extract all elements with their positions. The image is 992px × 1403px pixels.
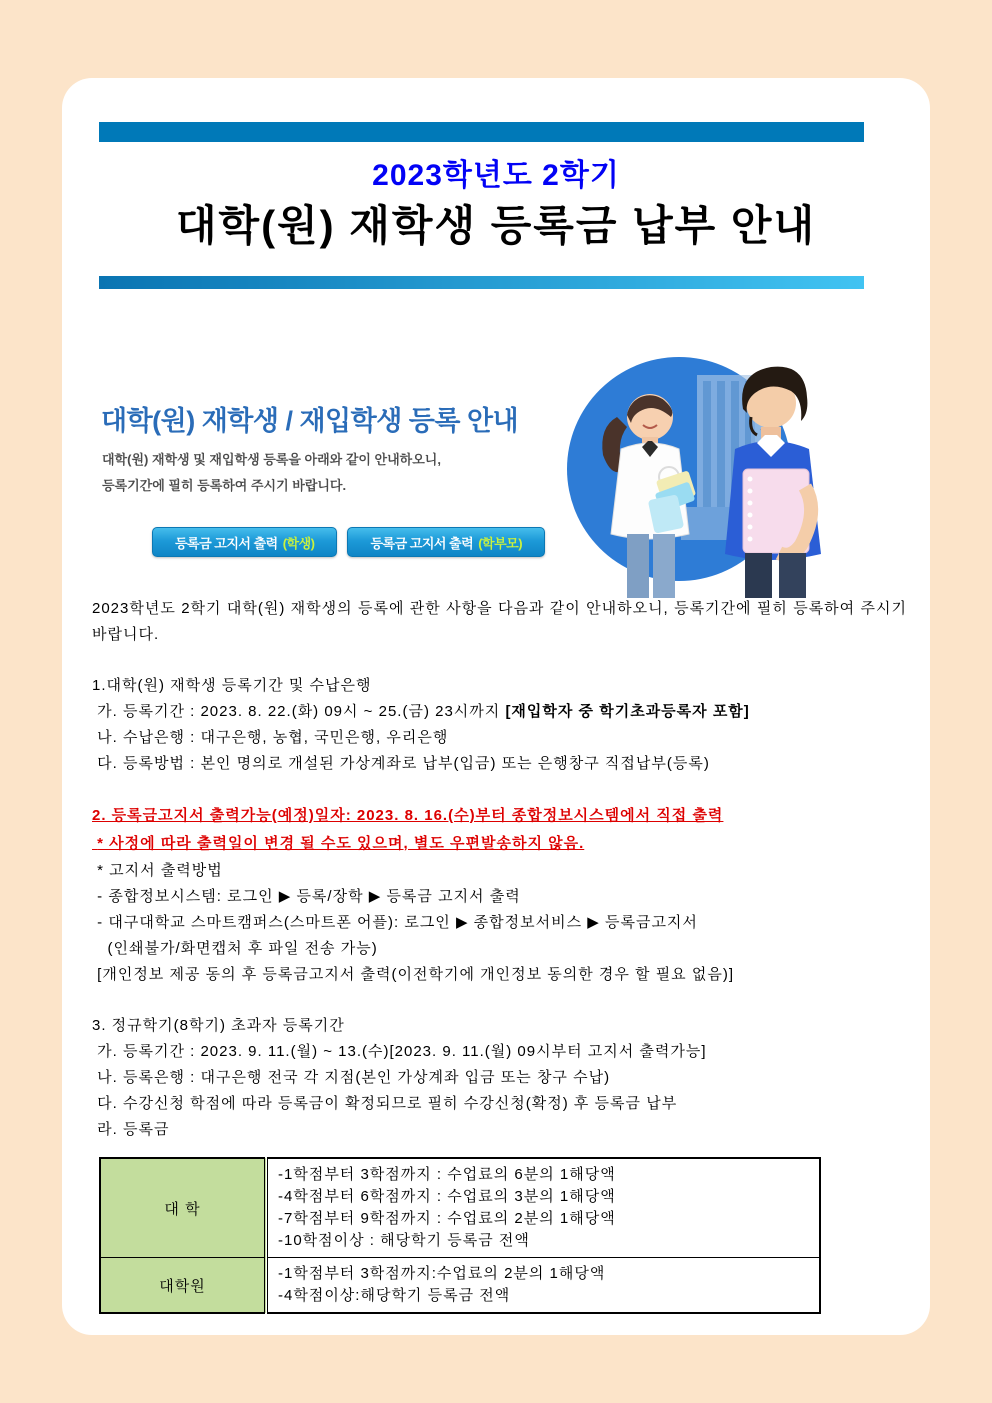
fee-category-undergraduate: 대 학	[100, 1158, 266, 1258]
print-bill-student-label: 등록금 고지서 출력	[175, 535, 278, 551]
print-bill-student-button[interactable]	[152, 527, 337, 557]
banner-buttons	[152, 527, 545, 557]
banner-subtitle-line2: 등록기간에 필히 등록하여 주시기 바랍니다.	[102, 478, 347, 493]
section-1-item-method: 다. 등록방법 : 본인 명의로 개설된 가상계좌로 납부(입금) 또는 은행창구 직접납부(등록)	[92, 755, 710, 772]
print-bill-student-highlight: (학생)	[282, 535, 315, 551]
section-2-print-method-heading: * 고지서 출력방법	[92, 862, 223, 879]
section-1-title: 1.대학(원) 재학생 등록기간 및 수납은행	[92, 677, 372, 694]
banner-title: 대학(원) 재학생 / 재입학생 등록 안내	[101, 406, 519, 436]
registration-banner	[99, 355, 899, 598]
print-bill-parent-highlight: (학부모)	[478, 535, 523, 551]
section-3-item-period: 가. 등록기간 : 2023. 9. 11.(월) ~ 13.(수)[2023. 9. 11.(월) 09시부터 고지서 출력가능]	[92, 1043, 707, 1060]
fee-category-graduate: 대학원	[100, 1258, 266, 1314]
section-1-item-banks: 나. 수납은행 : 대구은행, 농협, 국민은행, 우리은행	[92, 729, 449, 746]
section-1	[92, 673, 907, 777]
registration-period-note: [재입학자 중 학기초과등록자 포함]	[505, 703, 750, 720]
section-3	[92, 1013, 907, 1143]
header-top-bar	[99, 122, 864, 142]
section-2-smartcampus-note: (인쇄불가/화면캡처 후 파일 전송 가능)	[92, 940, 378, 957]
print-bill-parent-button[interactable]	[347, 527, 545, 557]
print-bill-parent-label: 등록금 고지서 출력	[370, 535, 474, 551]
fee-line: -1학점부터 3학점까지:수업료의 2분의 1해당액	[278, 1265, 606, 1282]
tuition-fee-table	[99, 1157, 821, 1314]
fee-line: -10학점이상 : 해당학기 등록금 전액	[278, 1232, 530, 1249]
section-2-warning: * 사정에 따라 출력일이 변경 될 수도 있으며, 별도 우편발송하지 않음.	[92, 835, 585, 852]
section-3-item-credits: 다. 수강신청 학점에 따라 등록금이 확정되므로 필히 수강신청(확정) 후 등록금 납부	[92, 1095, 678, 1112]
students-photo-illustration	[547, 357, 907, 598]
section-2-title: 2. 등록금고지서 출력가능(예정)일자: 2023. 8. 16.(수)부터 종합정보시스템에서 직접 출력	[92, 807, 724, 824]
notice-body	[92, 596, 907, 1314]
fee-line: -4학점이상:해당학기 등록금 전액	[278, 1287, 511, 1304]
section-3-item-fee: 라. 등록금	[92, 1121, 170, 1138]
fee-line: -7학점부터 9학점까지 : 수업료의 2분의 1해당액	[278, 1210, 616, 1227]
fee-table-row-graduate	[100, 1258, 820, 1314]
fee-details-undergraduate	[266, 1158, 820, 1258]
banner-subtitle-line1: 대학(원) 재학생 및 재입학생 등록을 아래와 같이 안내하오니,	[102, 452, 441, 467]
section-2-smartcampus-path: - 대구대학교 스마트캠퍼스(스마트폰 어플): 로그인 ▶ 종합정보서비스 ▶ 등록금고지서	[92, 914, 698, 931]
fee-line: -1학점부터 3학점까지 : 수업료의 6분의 1해당액	[278, 1166, 616, 1183]
banner-subtitle	[102, 447, 441, 499]
intro-paragraph: 2023학년도 2학기 대학(원) 재학생의 등록에 관한 사항을 다음과 같이 안내하오니, 등록기간에 필히 등록하여 주시기 바랍니다.	[92, 600, 907, 643]
notice-panel	[62, 78, 930, 1335]
header-gradient-bar	[99, 276, 864, 289]
section-2-privacy-note: [개인정보 제공 동의 후 등록금고지서 출력(이전학기에 개인정보 동의한 경우 할 필요 없음)]	[92, 966, 734, 983]
section-2-portal-path: - 종합정보시스템: 로그인 ▶ 등록/장학 ▶ 등록금 고지서 출력	[92, 888, 521, 905]
fee-line: -4학점부터 6학점까지 : 수업료의 3분의 1해당액	[278, 1188, 616, 1205]
fee-details-graduate	[266, 1258, 820, 1314]
semester-subtitle: 2023학년도 2학기	[372, 159, 620, 192]
section-3-item-bank: 나. 등록은행 : 대구은행 전국 각 지점(본인 가상계좌 입금 또는 창구 수납)	[92, 1069, 611, 1086]
section-1-item-registration-period	[92, 699, 907, 725]
fee-table-row-undergraduate	[100, 1158, 820, 1258]
page-title: 대학(원) 재학생 등록금 납부 안내	[175, 202, 817, 249]
section-2	[92, 802, 907, 988]
section-3-title: 3. 정규학기(8학기) 초과자 등록기간	[92, 1017, 345, 1034]
registration-period-text: 가. 등록기간 : 2023. 8. 22.(화) 09시 ~ 25.(금) 23시까지	[92, 703, 506, 720]
